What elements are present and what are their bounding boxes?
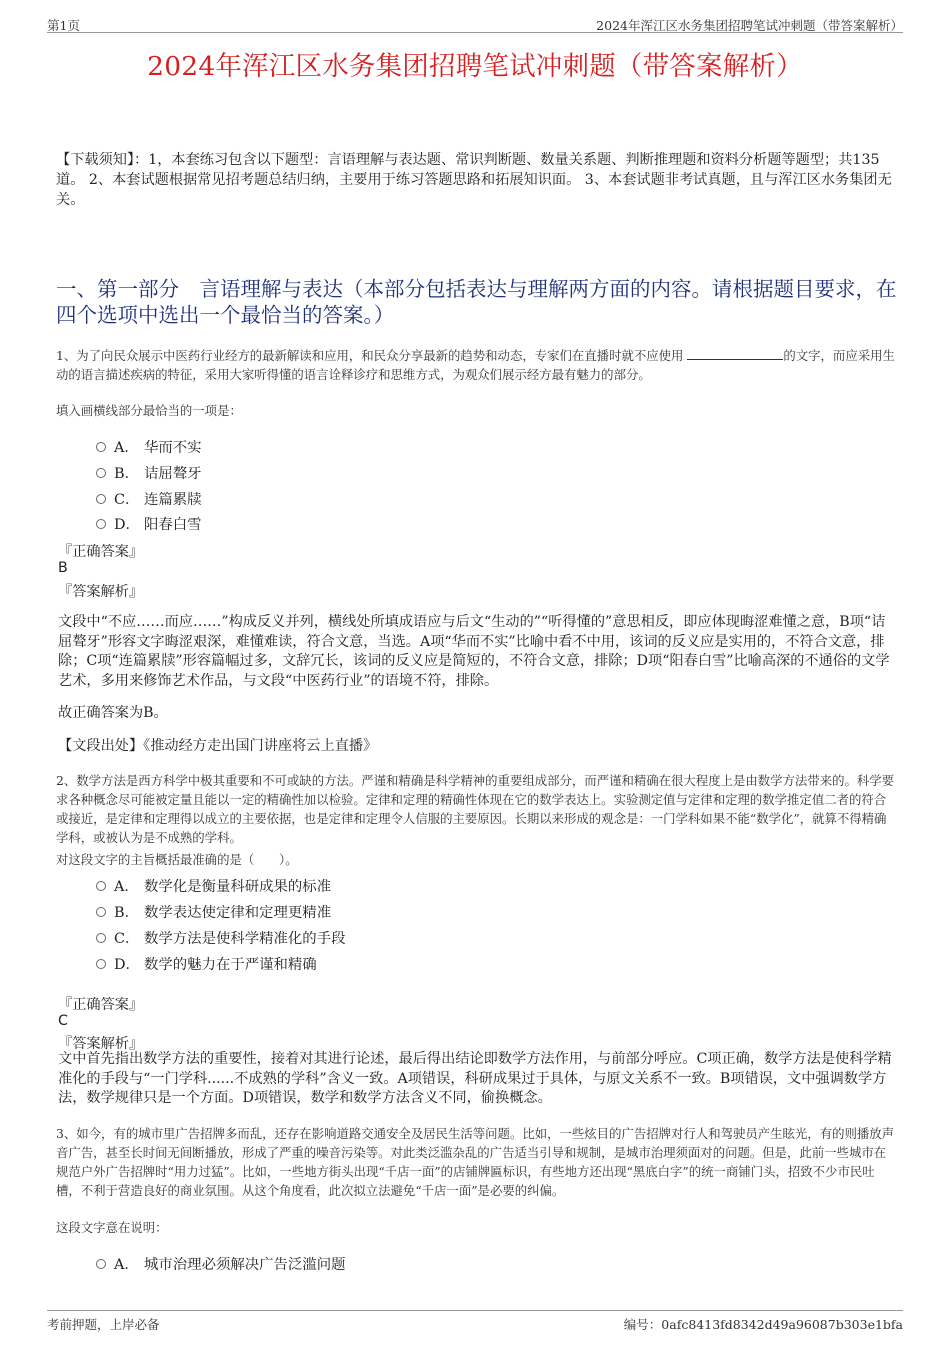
radio-icon[interactable]: [96, 468, 106, 478]
header-doc-title: 2024年浑江区水务集团招聘笔试冲刺题（带答案解析）: [596, 18, 903, 33]
q2-analysis-label: 『答案解析』: [58, 1036, 144, 1052]
q1-analysis: 文段中“不应……而应……”构成反义并列，横线处所填成语应与后文“生动的”“听得懂的”意思相反，即应体现晦涩难懂之意，B项“诘屈聱牙”形容文字晦涩艰深，难懂难读，符合文意，当选。A项“华而不实”比喻中看不中用，该词的反义应是实用的，不符合文意，排除；C项“连篇累牍”形容篇幅过多，文辞冗长，该词的反义应是简短的，不符合文意，排除；D项“阳春白雪”比喻高深的不通俗的文学艺术，多用来修饰艺术作品，与文段“中医药行业”的语境不符，排除。: [58, 614, 890, 689]
q2-option-d[interactable]: D． 数学的魅力在于严谨和精确: [96, 953, 317, 973]
page-header: [47, 14, 903, 33]
q2-option-c[interactable]: C． 数学方法是使科学精准化的手段: [96, 927, 345, 947]
footer-doc-id: 编号：0afc8413fd8342d49a96087b303e1bfa: [623, 1317, 903, 1332]
q2-stem: 2、数学方法是西方科学中极其重要和不可或缺的方法。严谨和精确是科学精神的重要组成部分，而严谨和精确在很大程度上是由数学方法带来的。科学要求各种概念尽可能被定量且能以一定的精确性加以检验。定律和定理的精确性体现在它的数学表达上。实验测定值与定律和定理的数学推定值二者的符合或接近，是定律和定理得以成立的主要依据，也是定律和定理令人信服的主要原因。长期以来形成的观念是：一门学科如果不能“数学化”，就算不得精确学科，或被认为是不成熟的学科。: [56, 773, 895, 845]
q2-option-a[interactable]: A． 数学化是衡量科研成果的标准: [96, 875, 331, 895]
page-footer: [47, 1310, 903, 1335]
section-heading: 一、第一部分 言语理解与表达（本部分包括表达与理解两方面的内容。请根据题目要求，在四个选项中选出一个最恰当的答案。）: [56, 277, 897, 327]
fill-blank: [687, 347, 783, 360]
q2-correct-label: 『正确答案』: [58, 997, 144, 1013]
q1-option-b[interactable]: B． 诘屈聱牙: [96, 462, 202, 482]
radio-icon[interactable]: [96, 933, 106, 943]
radio-icon[interactable]: [96, 1259, 106, 1269]
q1-option-a[interactable]: A． 华而不实: [96, 436, 202, 456]
radio-icon[interactable]: [96, 959, 106, 969]
radio-icon[interactable]: [96, 442, 106, 452]
q2-analysis: 文中首先指出数学方法的重要性，接着对其进行论述，最后得出结论即数学方法作用，与前部分呼应。C项正确，数学方法是使科学精准化的手段与“一门学科......不成熟的学科”含义一致。A项错误，科研成果过于具体，与原文关系不一致。B项错误，文中强调数学方法，数学规律只是一个方面。D项错误，数学和数学方法含义不同，偷换概念。: [58, 1051, 892, 1106]
radio-icon[interactable]: [96, 881, 106, 891]
download-notice: 【下载须知】：1，本套练习包含以下题型：言语理解与表达题、常识判断题、数量关系题、判断推理题和资料分析题等题型；共135道。 2、本套试题根据常见招考题总结归纳，主要用于练习答题思路和拓展知识面。 3、本套试题非考试真题，且与浑江区水务集团无关。: [56, 152, 892, 208]
q1-option-d[interactable]: D． 阳春白雪: [96, 513, 202, 533]
q1-option-c[interactable]: C． 连篇累牍: [96, 488, 202, 508]
q1-source: 【文段出处】《推动经方走出国门讲座将云上直播》: [58, 738, 378, 754]
q2-prompt: 对这段文字的主旨概括最准确的是（ ）。: [56, 852, 298, 867]
page-title: 2024年浑江区水务集团招聘笔试冲刺题（带答案解析）: [147, 51, 803, 82]
radio-icon[interactable]: [96, 494, 106, 504]
q1-stem: 1、为了向民众展示中医药行业经方的最新解读和应用，和民众分享最新的趋势和动态，专家们在直播时就不应使用 的文字，而应采用生动的语言描述疾病的特征，采用大家听得懂的语言诠释诊疗和思维方式，为观众们展示经方最有魅力的部分。: [56, 348, 895, 382]
q1-correct-label: 『正确答案』: [58, 544, 144, 560]
q3-stem: 3、如今，有的城市里广告招牌多而乱，还存在影响道路交通安全及居民生活等问题。比如，一些炫目的广告招牌对行人和驾驶员产生眩光，有的则播放声音广告，甚至长时间无间断播放，形成了严重的噪音污染等。对此类泛滥杂乱的广告适当引导和规制，是城市治理须面对的问题。但是，此前一些城市在规范户外广告招牌时“用力过猛”。比如，一些地方街头出现“千店一面”的店铺牌匾标识，有些地方还出现“黑底白字”的统一商铺门头，招致不少市民吐槽，不利于营造良好的商业氛围。从这个角度看，此次拟立法避免“千店一面”是必要的纠偏。: [56, 1126, 895, 1198]
radio-icon[interactable]: [96, 519, 106, 529]
q1-conclusion: 故正确答案为B。: [58, 705, 168, 721]
q2-option-b[interactable]: B． 数学表达使定律和定理更精准: [96, 901, 331, 921]
q3-prompt: 这段文字意在说明：: [56, 1220, 168, 1235]
q1-prompt: 填入画横线部分最恰当的一项是：: [56, 403, 242, 418]
q1-analysis-label: 『答案解析』: [58, 584, 144, 600]
footer-slogan: 考前押题，上岸必备: [47, 1317, 160, 1332]
page-number: 第1页: [47, 18, 80, 33]
q2-answer: C: [58, 1013, 68, 1029]
radio-icon[interactable]: [96, 907, 106, 917]
q3-option-a[interactable]: A． 城市治理必须解决广告泛滥问题: [96, 1253, 345, 1273]
q1-answer: B: [58, 560, 68, 576]
